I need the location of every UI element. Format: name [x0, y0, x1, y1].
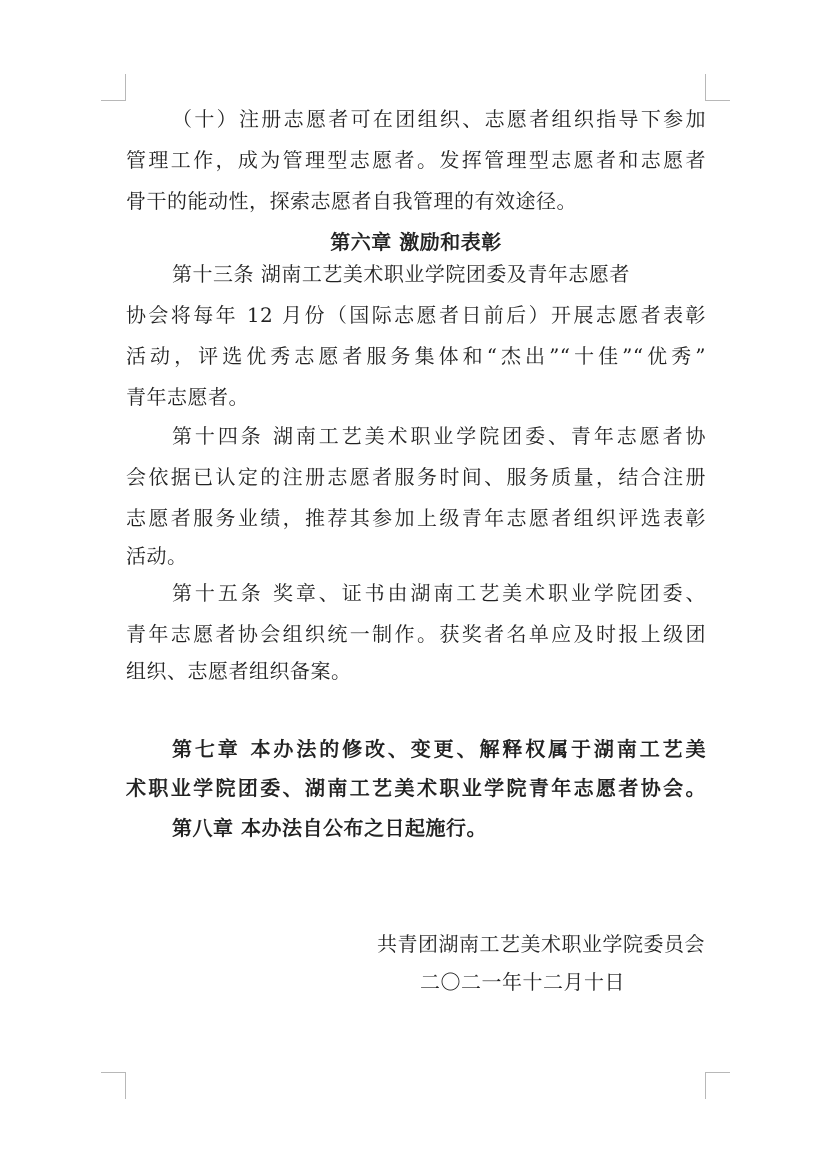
paragraph-line: 骨干的能动性，探索志愿者自我管理的有效途径。	[126, 189, 577, 213]
paragraph-line: 志愿者服务业绩，推荐其参加上级青年志愿者组织评选表彰	[126, 506, 706, 530]
paragraph-line: 协会将每年 12 月份（国际志愿者日前后）开展志愿者表彰	[126, 303, 706, 327]
crop-mark-bottom-right	[705, 1072, 730, 1099]
crop-mark-top-right	[705, 74, 730, 101]
chapter-heading: 第六章 激励和表彰	[330, 230, 502, 254]
paragraph-line: 青年志愿者协会组织统一制作。获奖者名单应及时报上级团	[126, 622, 706, 646]
paragraph-line: 活动。	[126, 544, 188, 568]
paragraph-line: 活动，评选优秀志愿者服务集体和“杰出”“十佳”“优秀”	[126, 344, 706, 368]
crop-mark-top-left	[101, 74, 126, 101]
paragraph-line: 青年志愿者。	[126, 385, 249, 409]
signature-date: 二〇二一年十二月十日	[420, 970, 625, 994]
paragraph-line: 会依据已认定的注册志愿者服务时间、服务质量，结合注册	[126, 465, 706, 489]
paragraph-line: 组织、志愿者组织备案。	[126, 659, 352, 683]
paragraph-line: （十）注册志愿者可在团组织、志愿者组织指导下参加	[172, 107, 706, 131]
chapter-seven-line: 术职业学院团委、湖南工艺美术职业学院青年志愿者协会。	[126, 776, 706, 800]
paragraph-line: 第十三条 湖南工艺美术职业学院团委及青年志愿者	[172, 262, 630, 286]
paragraph-line: 第十五条 奖章、证书由湖南工艺美术职业学院团委、	[172, 581, 706, 605]
paragraph-line: 管理工作，成为管理型志愿者。发挥管理型志愿者和志愿者	[126, 148, 706, 172]
paragraph-line: 第十四条 湖南工艺美术职业学院团委、青年志愿者协	[172, 424, 706, 448]
crop-mark-bottom-left	[101, 1072, 126, 1099]
chapter-seven-line: 第七章 本办法的修改、变更、解释权属于湖南工艺美	[172, 737, 706, 761]
signature-organization: 共青团湖南工艺美术职业学院委员会	[377, 932, 705, 956]
chapter-eight-line: 第八章 本办法自公布之日起施行。	[172, 816, 487, 840]
